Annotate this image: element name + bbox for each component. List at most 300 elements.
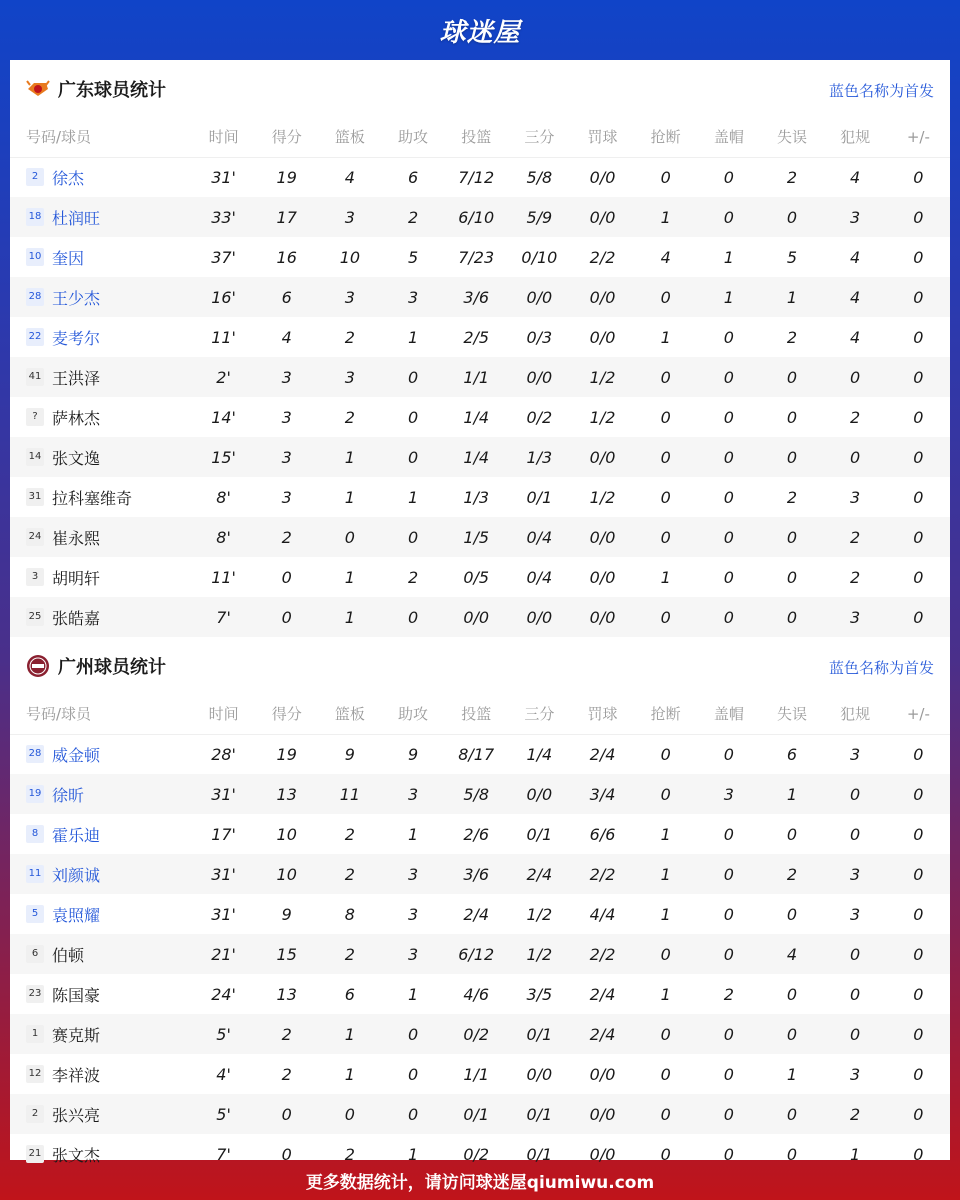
guangdong-team-logo-icon bbox=[26, 77, 50, 101]
footer-banner bbox=[0, 1160, 960, 1200]
stat-cell: 5/8 bbox=[526, 167, 553, 187]
table-row bbox=[10, 437, 950, 477]
stat-cell: 0 bbox=[634, 517, 697, 557]
stat-cell: 0/0 bbox=[589, 567, 616, 587]
stat-cell: 1 bbox=[407, 984, 419, 1004]
stat-cell: 31' bbox=[192, 854, 255, 894]
table-header-row bbox=[10, 694, 950, 734]
stat-cell: 0 bbox=[913, 1144, 924, 1164]
player-cell bbox=[10, 1014, 192, 1054]
column-header: 三分 bbox=[508, 694, 571, 734]
stat-cell: 3 bbox=[255, 357, 318, 397]
stat-cell: 6 bbox=[786, 744, 798, 764]
stat-cell: 0/10 bbox=[521, 247, 558, 267]
player-cell bbox=[10, 774, 192, 814]
stat-cell: 3 bbox=[281, 487, 292, 507]
stat-cell: 24' bbox=[211, 984, 236, 1004]
stat-cell: 2/2 bbox=[571, 854, 634, 894]
stat-cell: 2 bbox=[723, 984, 734, 1004]
table-row bbox=[10, 237, 950, 277]
stat-cell: 0/4 bbox=[526, 567, 553, 587]
table-row bbox=[10, 1094, 950, 1134]
stat-cell: 1 bbox=[660, 824, 671, 844]
stat-cell: 1 bbox=[318, 597, 381, 637]
stat-cell: 16' bbox=[192, 277, 255, 317]
stat-cell: 2/6 bbox=[463, 824, 490, 844]
table-row bbox=[10, 934, 950, 974]
stat-cell: 4 bbox=[344, 167, 355, 187]
stat-cell: 2 bbox=[344, 327, 355, 347]
stat-cell: 2/5 bbox=[463, 327, 490, 347]
stat-cell: 0 bbox=[887, 197, 950, 237]
player-cell bbox=[10, 974, 192, 1014]
player-cell bbox=[10, 357, 192, 397]
stat-cell: 0 bbox=[760, 1094, 823, 1134]
stat-cell: 0 bbox=[281, 1144, 292, 1164]
stat-cell: 3 bbox=[381, 854, 444, 894]
stat-cell: 0 bbox=[634, 774, 697, 814]
stat-cell: 4 bbox=[850, 327, 861, 347]
jersey-number-badge: 28 bbox=[26, 745, 44, 763]
stat-cell: 5 bbox=[786, 247, 798, 267]
stat-cell: 0 bbox=[786, 407, 798, 427]
jersey-number-badge: 1 bbox=[26, 1025, 44, 1043]
stat-cell: 13 bbox=[276, 984, 297, 1004]
stat-cell: 4 bbox=[850, 167, 861, 187]
stat-cell: 0 bbox=[786, 567, 798, 587]
stat-cell: 0 bbox=[723, 327, 734, 347]
stat-cell: 0 bbox=[255, 597, 318, 637]
stat-cell: 2 bbox=[255, 1014, 318, 1054]
stat-cell: 31' bbox=[192, 774, 255, 814]
stat-cell: 1 bbox=[407, 824, 419, 844]
stat-cell: 0 bbox=[760, 1014, 823, 1054]
jersey-number-badge: 12 bbox=[26, 1065, 44, 1083]
stat-cell: 0/0 bbox=[508, 277, 571, 317]
stat-cell: 0/0 bbox=[589, 327, 616, 347]
column-header: 时间 bbox=[192, 117, 255, 157]
stat-cell: 1 bbox=[697, 277, 760, 317]
stat-cell: 7' bbox=[192, 597, 255, 637]
stat-cell: 0/1 bbox=[526, 1144, 553, 1164]
jersey-number-badge: 2 bbox=[26, 1105, 44, 1123]
stat-cell: 1/3 bbox=[508, 437, 571, 477]
player-name-link[interactable]: 徐昕 bbox=[52, 785, 85, 805]
stat-cell: 9 bbox=[407, 744, 419, 764]
stat-cell: 17' bbox=[211, 824, 236, 844]
stat-cell: 0 bbox=[318, 1094, 381, 1134]
stat-cell: 3 bbox=[824, 597, 887, 637]
stat-cell: 8/17 bbox=[458, 744, 495, 764]
stat-cell: 0 bbox=[281, 567, 292, 587]
stat-cell: 0 bbox=[786, 984, 798, 1004]
stat-cell: 0 bbox=[887, 1014, 950, 1054]
player-cell bbox=[10, 814, 192, 854]
table-row bbox=[10, 197, 950, 237]
stat-cell: 19 bbox=[276, 744, 297, 764]
brand-logo-text: 球迷屋 bbox=[439, 17, 521, 48]
player-name-link[interactable]: 崔永熙 bbox=[52, 528, 101, 548]
stat-cell: 3 bbox=[850, 1064, 861, 1084]
player-name-link[interactable]: 奎因 bbox=[52, 248, 85, 268]
stat-cell: 1 bbox=[660, 327, 671, 347]
column-header: 盖帽 bbox=[697, 694, 760, 734]
stat-cell: 0/0 bbox=[589, 167, 616, 187]
stat-cell: 0 bbox=[697, 597, 760, 637]
stat-cell: 2/4 bbox=[463, 904, 490, 924]
stat-cell: 1 bbox=[634, 197, 697, 237]
player-cell bbox=[10, 437, 192, 477]
stat-cell: 3 bbox=[281, 407, 292, 427]
column-header: 犯规 bbox=[824, 117, 887, 157]
stat-cell: 0 bbox=[887, 854, 950, 894]
stat-cell: 0 bbox=[381, 357, 444, 397]
stat-cell: 0/1 bbox=[445, 1094, 508, 1134]
jersey-number-badge: 11 bbox=[26, 865, 44, 883]
stat-cell: 7/12 bbox=[458, 167, 495, 187]
stat-cell: 2 bbox=[281, 1064, 292, 1084]
player-cell bbox=[10, 734, 192, 774]
column-header: 投篮 bbox=[445, 694, 508, 734]
stat-cell: 4 bbox=[760, 934, 823, 974]
stat-cell: 0/3 bbox=[526, 327, 553, 347]
stat-cell: 1/4 bbox=[526, 744, 553, 764]
jersey-number-badge: 5 bbox=[26, 905, 44, 923]
stat-cell: 1 bbox=[634, 854, 697, 894]
player-name-link[interactable]: 威金顿 bbox=[52, 745, 101, 765]
column-header: 罚球 bbox=[571, 694, 634, 734]
stat-cell: 3 bbox=[850, 904, 861, 924]
stat-cell: 0 bbox=[850, 984, 861, 1004]
table-row bbox=[10, 1054, 950, 1094]
column-header: 篮板 bbox=[318, 694, 381, 734]
stat-cell: 1 bbox=[344, 567, 355, 587]
stat-cell: 16 bbox=[276, 247, 297, 267]
stat-cell: 9 bbox=[344, 744, 355, 764]
stat-cell: 2/4 bbox=[571, 1014, 634, 1054]
stat-cell: 4 bbox=[281, 327, 292, 347]
player-name-link[interactable]: 徐杰 bbox=[52, 168, 85, 188]
player-name-link[interactable]: 霍乐迪 bbox=[52, 825, 101, 845]
stat-cell: 6 bbox=[255, 277, 318, 317]
player-name-link[interactable]: 杜润旺 bbox=[52, 208, 101, 228]
stat-cell: 2/2 bbox=[571, 934, 634, 974]
stat-cell: 0 bbox=[887, 437, 950, 477]
stat-cell: 2 bbox=[850, 567, 861, 587]
stat-cell: 10 bbox=[276, 824, 297, 844]
stat-cell: 0 bbox=[697, 854, 760, 894]
stat-cell: 0 bbox=[760, 357, 823, 397]
starter-legend-note: 蓝色名称为首发 bbox=[828, 82, 934, 100]
stat-cell: 2/2 bbox=[589, 247, 616, 267]
stat-cell: 6 bbox=[407, 167, 419, 187]
stat-cell: 0 bbox=[723, 487, 734, 507]
player-name-link[interactable]: 张皓嘉 bbox=[52, 608, 101, 628]
stat-cell: 0 bbox=[255, 1094, 318, 1134]
column-header: 三分 bbox=[508, 117, 571, 157]
stat-cell: 28' bbox=[211, 744, 236, 764]
column-header: 得分 bbox=[255, 694, 318, 734]
stat-cell: 17 bbox=[255, 197, 318, 237]
stat-cell: 0 bbox=[760, 597, 823, 637]
player-name-link[interactable]: 张兴亮 bbox=[52, 1105, 101, 1125]
stat-cell: 3 bbox=[318, 357, 381, 397]
player-cell bbox=[10, 557, 192, 597]
stat-cell: 0 bbox=[913, 824, 924, 844]
stat-cell: 2 bbox=[318, 934, 381, 974]
jersey-number-badge: 22 bbox=[26, 328, 44, 346]
stat-cell: 0/0 bbox=[526, 1064, 553, 1084]
player-name-link[interactable]: 张文杰 bbox=[52, 1145, 101, 1165]
column-header: 抢断 bbox=[634, 117, 697, 157]
stat-cell: 3 bbox=[255, 437, 318, 477]
section-header bbox=[10, 60, 950, 117]
column-header: 抢断 bbox=[634, 694, 697, 734]
stat-cell: 1 bbox=[660, 567, 671, 587]
stat-cell: 0/2 bbox=[463, 1144, 490, 1164]
stat-cell: 11 bbox=[318, 774, 381, 814]
stat-cell: 0/0 bbox=[589, 1144, 616, 1164]
stat-cell: 3 bbox=[850, 487, 861, 507]
team-stats-title: 广东球员统计 bbox=[58, 79, 166, 101]
stat-cell: 6/6 bbox=[589, 824, 616, 844]
stat-cell: 0 bbox=[913, 247, 924, 267]
stat-cell: 0 bbox=[913, 327, 924, 347]
stat-cell: 0 bbox=[887, 357, 950, 397]
jersey-number-badge: 23 bbox=[26, 985, 44, 1003]
column-header: +/- bbox=[887, 694, 950, 734]
stat-cell: 0 bbox=[913, 984, 924, 1004]
stat-cell: 3 bbox=[318, 277, 381, 317]
stat-cell: 0 bbox=[723, 407, 734, 427]
stat-cell: 4/6 bbox=[463, 984, 490, 1004]
stat-cell: 3 bbox=[850, 744, 861, 764]
table-row bbox=[10, 1014, 950, 1054]
stat-cell: 1/2 bbox=[526, 904, 553, 924]
stat-cell: 37' bbox=[211, 247, 236, 267]
table-row bbox=[10, 317, 950, 357]
stat-cell: 0 bbox=[723, 744, 734, 764]
stat-cell: 0/2 bbox=[445, 1014, 508, 1054]
table-row bbox=[10, 774, 950, 814]
player-name-link[interactable]: 胡明轩 bbox=[52, 568, 101, 588]
stat-cell: 1/1 bbox=[463, 1064, 490, 1084]
column-header: 号码/球员 bbox=[10, 694, 192, 734]
stat-cell: 0 bbox=[887, 277, 950, 317]
stat-cell: 8' bbox=[192, 517, 255, 557]
stat-cell: 0 bbox=[660, 744, 671, 764]
stat-cell: 0 bbox=[634, 357, 697, 397]
jersey-number-badge: 21 bbox=[26, 1145, 44, 1163]
table-header-row bbox=[10, 117, 950, 157]
team-section bbox=[10, 637, 950, 1174]
stat-cell: 0 bbox=[634, 597, 697, 637]
jersey-number-badge: 18 bbox=[26, 208, 44, 226]
player-cell bbox=[10, 854, 192, 894]
stat-cell: 0 bbox=[697, 517, 760, 557]
stat-cell: 0 bbox=[660, 167, 671, 187]
stat-cell: 0 bbox=[660, 1144, 671, 1164]
stat-cell: 0/1 bbox=[508, 1094, 571, 1134]
table-row bbox=[10, 854, 950, 894]
stat-cell: 0 bbox=[381, 1094, 444, 1134]
stat-cell: 1 bbox=[344, 487, 355, 507]
stat-cell: 1 bbox=[344, 1064, 355, 1084]
stat-cell: 1 bbox=[760, 774, 823, 814]
stat-cell: 0/0 bbox=[571, 517, 634, 557]
stat-cell: 0 bbox=[318, 517, 381, 557]
footer-text: 更多数据统计，请访问球迷屋qiumiwu.com bbox=[305, 1172, 655, 1193]
stat-cell: 3/6 bbox=[445, 854, 508, 894]
stat-cell: 5/9 bbox=[508, 197, 571, 237]
player-name-link[interactable]: 赛克斯 bbox=[52, 1025, 101, 1045]
stat-cell: 1/2 bbox=[571, 357, 634, 397]
column-header: 投篮 bbox=[445, 117, 508, 157]
stat-cell: 0 bbox=[887, 597, 950, 637]
stat-cell: 2 bbox=[786, 167, 798, 187]
column-header: 篮板 bbox=[318, 117, 381, 157]
stat-cell: 3 bbox=[824, 197, 887, 237]
player-cell bbox=[10, 1054, 192, 1094]
column-header: +/- bbox=[887, 117, 950, 157]
stat-cell: 10 bbox=[255, 854, 318, 894]
player-name-link[interactable]: 袁照耀 bbox=[52, 905, 101, 925]
stat-cell: 0 bbox=[913, 407, 924, 427]
player-name-link[interactable]: 张文逸 bbox=[52, 448, 101, 468]
table-row bbox=[10, 397, 950, 437]
stat-cell: 5' bbox=[192, 1094, 255, 1134]
player-cell bbox=[10, 934, 192, 974]
column-header: 助攻 bbox=[381, 694, 444, 734]
stat-cell: 0/2 bbox=[526, 407, 553, 427]
stat-cell: 0 bbox=[913, 744, 924, 764]
stat-cell: 0 bbox=[760, 437, 823, 477]
stat-cell: 0 bbox=[381, 597, 444, 637]
stat-cell: 3 bbox=[407, 904, 419, 924]
stat-cell: 11' bbox=[211, 567, 236, 587]
player-stats-table bbox=[10, 117, 950, 637]
stat-cell: 4 bbox=[850, 247, 861, 267]
player-name-link[interactable]: 拉科塞维奇 bbox=[52, 488, 133, 508]
jersey-number-badge: 19 bbox=[26, 785, 44, 803]
stat-cell: 5' bbox=[192, 1014, 255, 1054]
stat-cell: 0/0 bbox=[508, 774, 571, 814]
column-header: 失误 bbox=[760, 117, 823, 157]
stat-cell: 1 bbox=[407, 327, 419, 347]
stat-cell: 1 bbox=[760, 277, 823, 317]
stat-cell: 3 bbox=[318, 197, 381, 237]
stat-cell: 31' bbox=[211, 904, 236, 924]
stat-cell: 0 bbox=[887, 774, 950, 814]
stat-cell: 5/8 bbox=[445, 774, 508, 814]
stat-cell: 1 bbox=[318, 437, 381, 477]
stat-cell: 1 bbox=[407, 487, 419, 507]
stat-cell: 2/4 bbox=[589, 984, 616, 1004]
table-row bbox=[10, 734, 950, 774]
stat-cell: 21' bbox=[192, 934, 255, 974]
player-name-link[interactable]: 陈国豪 bbox=[52, 985, 101, 1005]
stat-cell: 0 bbox=[723, 824, 734, 844]
jersey-number-badge: 8 bbox=[26, 825, 44, 843]
stat-cell: 4 bbox=[660, 247, 671, 267]
stat-cell: 0 bbox=[824, 437, 887, 477]
stat-cell: 8 bbox=[344, 904, 355, 924]
stat-cell: 0 bbox=[381, 437, 444, 477]
stat-cell: 4' bbox=[216, 1064, 231, 1084]
stat-cell: 1/2 bbox=[589, 407, 616, 427]
stat-cell: 2 bbox=[407, 567, 419, 587]
stat-cell: 0 bbox=[786, 824, 798, 844]
stat-cell: 1 bbox=[786, 1064, 798, 1084]
stat-cell: 1 bbox=[850, 1144, 861, 1164]
stat-cell: 0 bbox=[407, 407, 419, 427]
player-cell bbox=[10, 157, 192, 197]
stat-cell: 0 bbox=[697, 934, 760, 974]
stat-cell: 10 bbox=[339, 247, 361, 267]
stat-cell: 2 bbox=[344, 1144, 355, 1164]
stat-cell: 3 bbox=[824, 854, 887, 894]
top-banner bbox=[0, 0, 960, 60]
stat-cell: 0/0 bbox=[508, 357, 571, 397]
table-row bbox=[10, 477, 950, 517]
starter-legend-note: 蓝色名称为首发 bbox=[828, 659, 934, 677]
stat-cell: 0 bbox=[723, 904, 734, 924]
stat-cell: 1/2 bbox=[508, 934, 571, 974]
stat-cell: 2 bbox=[255, 517, 318, 557]
player-name-link[interactable]: 伯顿 bbox=[52, 945, 85, 965]
stat-cell: 2' bbox=[192, 357, 255, 397]
player-name-link[interactable]: 萨林杰 bbox=[52, 408, 101, 428]
stat-cell: 0 bbox=[723, 567, 734, 587]
stat-cell: 0/5 bbox=[463, 567, 490, 587]
stat-cell: 0/0 bbox=[571, 597, 634, 637]
player-name-link[interactable]: 王少杰 bbox=[52, 288, 101, 308]
stat-cell: 0/0 bbox=[445, 597, 508, 637]
stat-cell: 8' bbox=[216, 487, 231, 507]
stat-cell: 0 bbox=[850, 824, 861, 844]
column-header: 时间 bbox=[192, 694, 255, 734]
stat-cell: 0 bbox=[824, 357, 887, 397]
table-row bbox=[10, 814, 950, 854]
player-name-link[interactable]: 刘颜诚 bbox=[52, 865, 101, 885]
player-cell bbox=[10, 197, 192, 237]
stat-cell: 0 bbox=[697, 1094, 760, 1134]
stat-cell: 0 bbox=[824, 774, 887, 814]
stat-cell: 0 bbox=[634, 1014, 697, 1054]
column-header: 号码/球员 bbox=[10, 117, 192, 157]
stat-cell: 0 bbox=[407, 1064, 419, 1084]
stat-cell: 0 bbox=[634, 1094, 697, 1134]
player-name-link[interactable]: 麦考尔 bbox=[52, 328, 101, 348]
stat-cell: 4/4 bbox=[589, 904, 616, 924]
stat-cell: 0/1 bbox=[508, 1014, 571, 1054]
player-name-link[interactable]: 李祥波 bbox=[52, 1065, 101, 1085]
stat-cell: 0/4 bbox=[508, 517, 571, 557]
stat-cell: 6 bbox=[344, 984, 355, 1004]
column-header: 盖帽 bbox=[697, 117, 760, 157]
table-row bbox=[10, 157, 950, 197]
stat-cell: 2 bbox=[824, 1094, 887, 1134]
jersey-number-badge: 28 bbox=[26, 288, 44, 306]
stat-cell: 2 bbox=[381, 197, 444, 237]
stat-cell: 0 bbox=[697, 197, 760, 237]
column-header: 助攻 bbox=[381, 117, 444, 157]
stat-cell: 2 bbox=[344, 824, 355, 844]
player-cell bbox=[10, 477, 192, 517]
player-name-link[interactable]: 王洪泽 bbox=[52, 368, 101, 388]
column-header: 得分 bbox=[255, 117, 318, 157]
table-row bbox=[10, 557, 950, 597]
